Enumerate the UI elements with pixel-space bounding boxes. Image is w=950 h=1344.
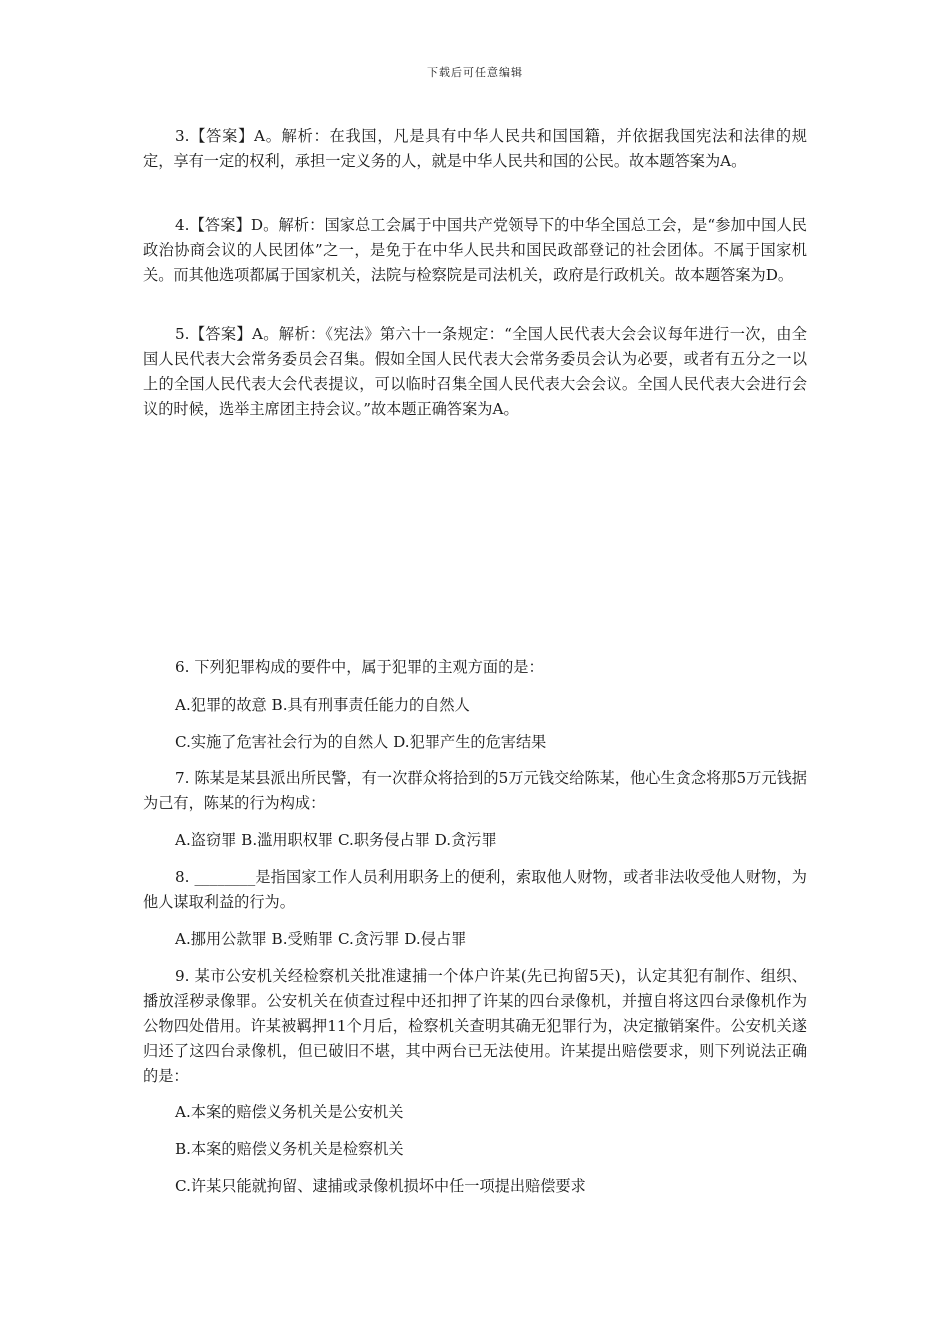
question-7-options: A.盗窃罪 B.滥用职权罪 C.职务侵占罪 D.贪污罪: [175, 831, 497, 849]
answer-4: 4.【答案】D。解析：国家总工会属于中国共产党领导下的中华全国总工会，是“参加中国人民政治协商会议的人民团体”之一，是免于在中华人民共和国民政部登记的社会团体。不属于国家机关。而其他选项都属于国家机关，法院与检察院是司法机关，政府是行政机关。故本题答案为D。: [143, 216, 807, 284]
question-6-option-line-2: C.实施了危害社会行为的自然人 D.犯罪产生的危害结果: [175, 733, 547, 751]
question-6-stem: 6. 下列犯罪构成的要件中，属于犯罪的主观方面的是：: [175, 658, 544, 676]
question-7-stem: 7. 陈某是某县派出所民警，有一次群众将拾到的5万元钱交给陈某，他心生贪念将那5万元钱据为己有，陈某的行为构成：: [143, 769, 807, 812]
page-header: 下载后可任意编辑: [427, 66, 523, 79]
question-6-option-line-1: A.犯罪的故意 B.具有刑事责任能力的自然人: [175, 696, 470, 714]
question-9-option-a: A.本案的赔偿义务机关是公安机关: [175, 1103, 404, 1121]
answer-3: 3.【答案】A。解析：在我国，凡是具有中华人民共和国国籍，并依据我国宪法和法律的规定，享有一定的权利，承担一定义务的人，就是中华人民共和国的公民。故本题答案为A。: [143, 127, 807, 170]
question-9-option-b: B.本案的赔偿义务机关是检察机关: [175, 1140, 404, 1158]
question-8-options: A.挪用公款罪 B.受贿罪 C.贪污罪 D.侵占罪: [175, 930, 467, 948]
question-9-option-c: C.许某只能就拘留、逮捕或录像机损坏中任一项提出赔偿要求: [175, 1177, 586, 1195]
question-9-stem: 9. 某市公安机关经检察机关批准逮捕一个体户许某(先已拘留5天)，认定其犯有制作、组织、播放淫秽录像罪。公安机关在侦查过程中还扣押了许某的四台录像机，并擅自将这四台录像机作为公物四处借用。许某被羁押11个月后，检察机关查明其确无犯罪行为，决定撤销案件。公安机关遂归还了这四台录像机，但已破旧不堪，其中两台已无法使用。许某提出赔偿要求，则下列说法正确的是：: [143, 967, 807, 1085]
answer-5: 5.【答案】A。解析：《宪法》第六十一条规定：“全国人民代表大会会议每年进行一次，由全国人民代表大会常务委员会召集。假如全国人民代表大会常务委员会认为必要，或者有五分之一以上的全国人民代表大会代表提议，可以临时召集全国人民代表大会会议。全国人民代表大会进行会议的时候，选举主席团主持会议。”故本题正确答案为A。: [143, 325, 807, 418]
question-8-stem: 8. ________是指国家工作人员利用职务上的便利，索取他人财物，或者非法收受他人财物，为他人谋取利益的行为。: [143, 868, 807, 911]
